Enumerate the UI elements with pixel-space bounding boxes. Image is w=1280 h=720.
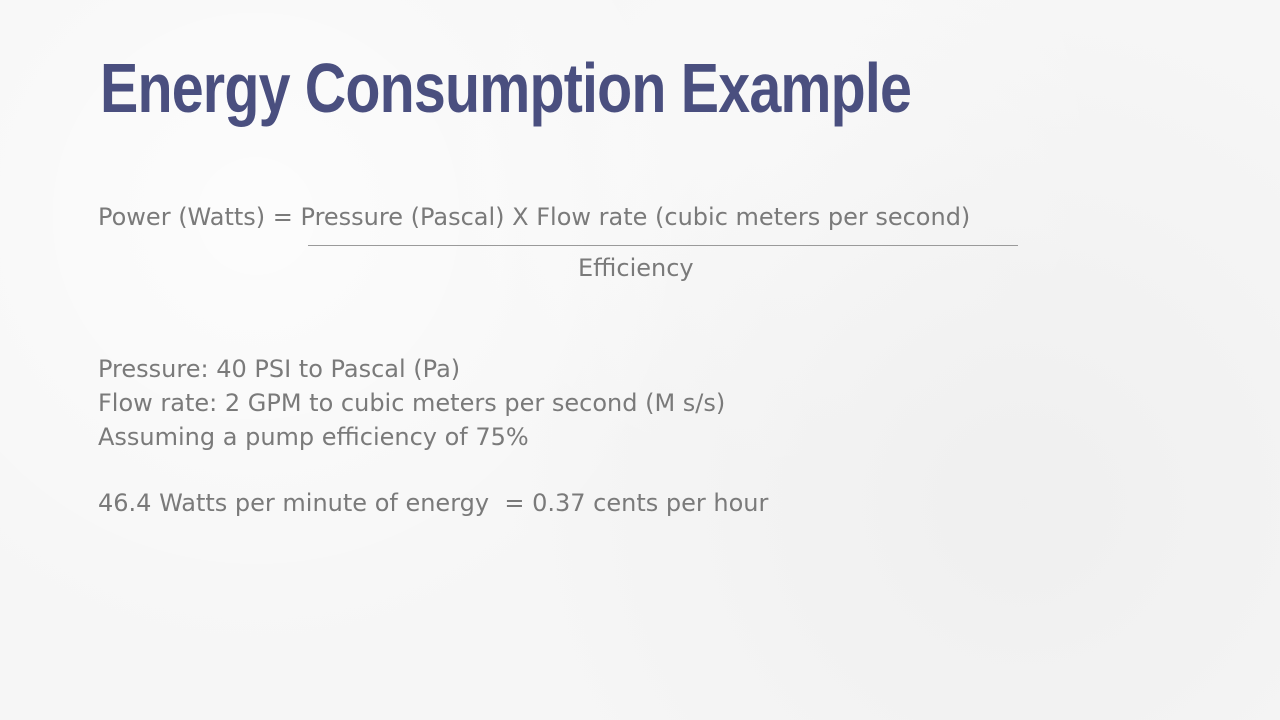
detail-efficiency: Assuming a pump efficiency of 75%	[98, 423, 529, 451]
result-line: 46.4 Watts per minute of energy = 0.37 cents per hour	[98, 489, 769, 517]
detail-pressure: Pressure: 40 PSI to Pascal (Pa)	[98, 355, 461, 383]
formula-numerator-line: Power (Watts) = Pressure (Pascal) X Flow rate (cubic meters per second)	[98, 203, 971, 231]
details-list	[98, 352, 725, 454]
slide-title: Energy Consumption Example	[100, 49, 912, 127]
detail-flow-rate: Flow rate: 2 GPM to cubic meters per second (M s/s)	[98, 389, 726, 417]
fraction-bar	[308, 245, 1018, 246]
formula-denominator: Efficiency	[578, 254, 694, 282]
